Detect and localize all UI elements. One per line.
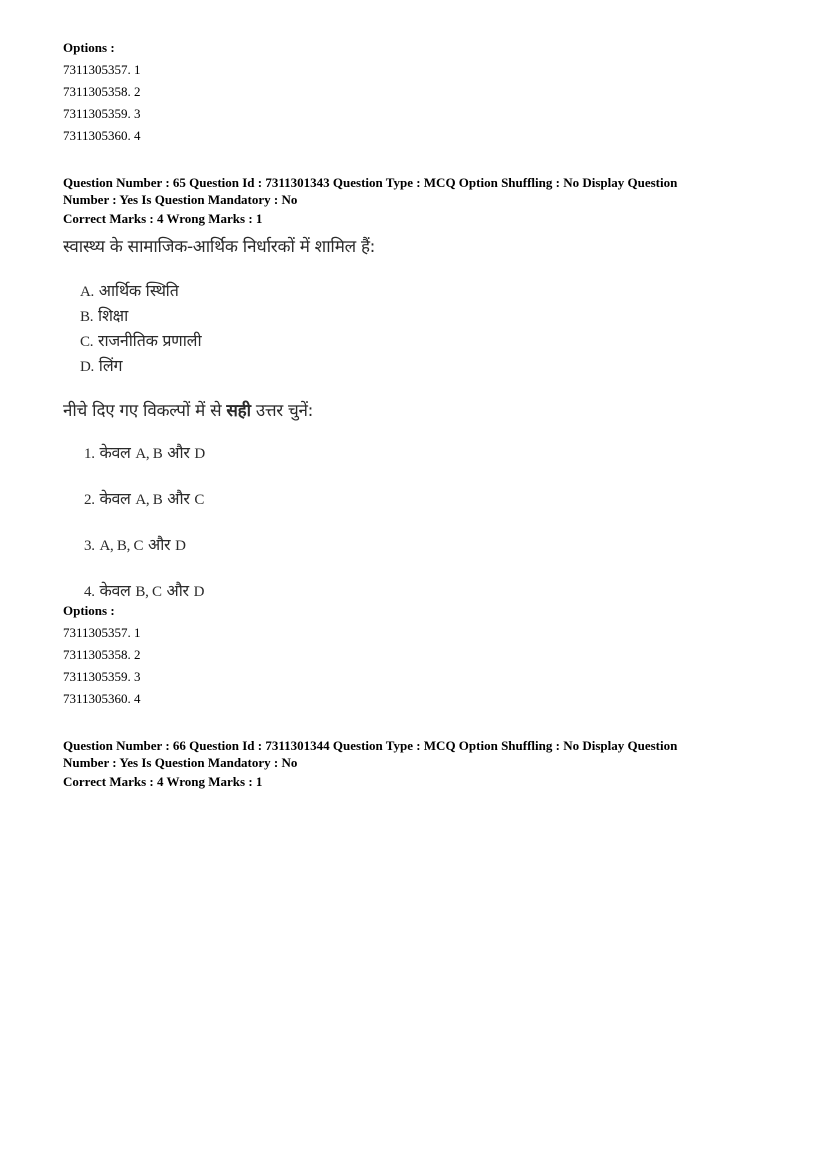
choice-letters: B, C [135, 584, 162, 600]
choice-text: केवल [99, 581, 136, 600]
choice-and: और [143, 535, 176, 554]
question-meta-line: Question Number : 65 Question Id : 7311301343 Question Type : MCQ Option Shuffling : No Display Question [63, 175, 678, 190]
choice-letters: A, B [135, 446, 163, 462]
option-line: 7311305359. 3 [63, 106, 141, 121]
question-meta-line: Number : Yes Is Question Mandatory : No [63, 755, 298, 770]
option-line: 7311305360. 4 [63, 128, 141, 143]
statement-a [80, 279, 179, 301]
question-65-meta [63, 174, 783, 208]
question-meta-line: Question Number : 66 Question Id : 7311301344 Question Type : MCQ Option Shuffling : No Display Question [63, 738, 678, 753]
option-line: 7311305357. 1 [63, 625, 141, 640]
question-meta-line: Number : Yes Is Question Mandatory : No [63, 192, 298, 207]
instruction-text: उत्तर चुनें: [250, 401, 314, 421]
choice-text: केवल [99, 489, 136, 508]
statement-text: शिक्षा [97, 306, 128, 325]
choice-last: D [175, 538, 186, 554]
choice-letters: A, B [135, 492, 163, 508]
option-line: 7311305358. 2 [63, 647, 141, 662]
choice-and: और [162, 489, 195, 508]
option-line: 7311305360. 4 [63, 691, 141, 706]
option-line: 7311305357. 1 [63, 62, 141, 77]
option-line: 7311305359. 3 [63, 669, 141, 684]
statement-text: राजनीतिक प्रणाली [97, 331, 202, 350]
statement-c [80, 329, 201, 351]
answer-choice-2 [84, 487, 204, 509]
statement-d [80, 354, 122, 376]
question-66-marks: Correct Marks : 4 Wrong Marks : 1 [63, 774, 263, 789]
question-65-stem: स्वास्थ्य के सामाजिक-आर्थिक निर्धारकों में शामिल हैं: [63, 237, 376, 257]
statement-text: आर्थिक स्थिति [98, 281, 179, 300]
options-heading: Options : [63, 603, 115, 618]
choice-number: 4. [84, 584, 95, 600]
question-65-instruction [63, 398, 313, 421]
choice-last: D [194, 446, 205, 462]
statement-letter: B. [80, 309, 94, 325]
choice-number: 1. [84, 446, 95, 462]
statement-letter: D. [80, 359, 94, 375]
choice-text: केवल [99, 443, 136, 462]
answer-choice-1 [84, 441, 205, 463]
statement-letter: C. [80, 334, 94, 350]
choice-last: C [194, 492, 205, 508]
statement-b [80, 304, 128, 326]
answer-choice-3 [84, 533, 186, 555]
answer-choice-4 [84, 579, 204, 601]
instruction-text: नीचे दिए गए विकल्पों में से [63, 401, 227, 421]
choice-and: और [162, 443, 195, 462]
options-heading: Options : [63, 40, 115, 55]
option-line: 7311305358. 2 [63, 84, 141, 99]
statement-text: लिंग [98, 356, 123, 375]
question-65-marks: Correct Marks : 4 Wrong Marks : 1 [63, 211, 263, 226]
instruction-emphasis: सही [226, 401, 251, 421]
choice-last: D [193, 584, 205, 600]
question-66-meta [63, 737, 783, 771]
choice-number: 2. [84, 492, 95, 508]
choice-and: और [161, 581, 194, 600]
choice-letters: A, B, C [99, 538, 144, 554]
statement-letter: A. [80, 284, 94, 300]
choice-number: 3. [84, 538, 95, 554]
